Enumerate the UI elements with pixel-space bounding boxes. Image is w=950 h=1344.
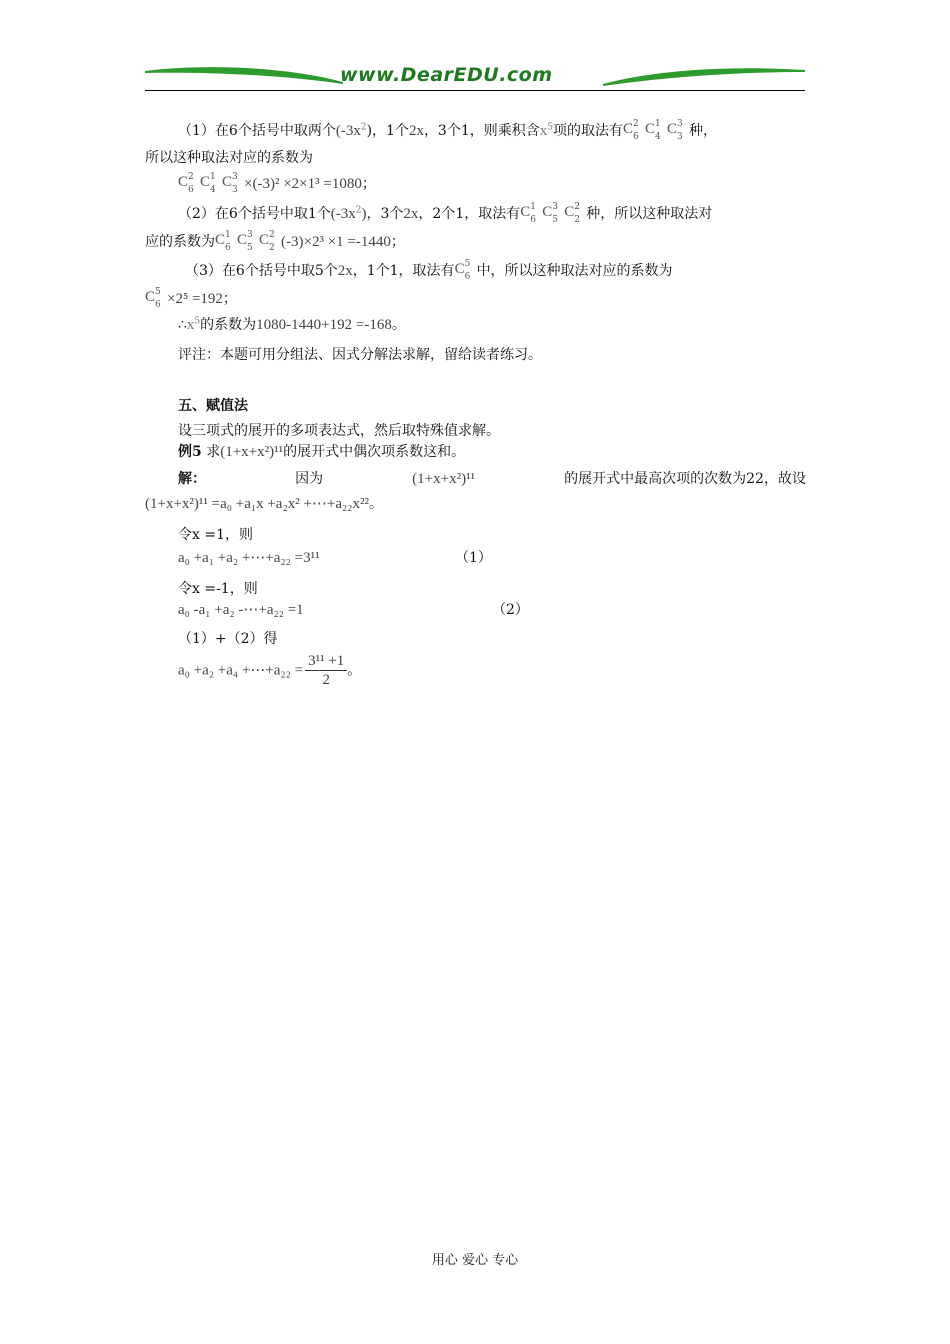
let-x-neg1: 令x =-1，则 — [178, 581, 258, 597]
site-logo-text: www.DearEDU.com — [340, 64, 553, 86]
left-swoosh — [145, 67, 343, 84]
equation-1-tag: （1） — [455, 550, 492, 566]
comment: 评注：本题可用分组法、因式分解法求解，留给读者练习。 — [178, 347, 542, 363]
p3-calc: C 5 6 ×2⁵ =192； — [145, 287, 237, 310]
p2-line1: （2）在6个括号中取1个$(-3x^2)$，3个2x，2个1，取法有 C 1 6 C 3 5 C 2 2 种，所以这种取法对 — [178, 202, 713, 225]
combine-line: （1）+（2）得 — [178, 631, 278, 647]
equation-1: a₀ +a₁ +a₂ +⋯+a₂₂ =3¹¹ — [178, 550, 320, 566]
section-intro: 设三项式的展开的多项表达式，然后取特殊值求解。 — [178, 423, 500, 439]
page-footer: 用心 爱心 专心 — [431, 1253, 519, 1268]
equation-3: a₀ +a₂ +a₄ +⋯+a₂₂ = $\frac{\text{3¹¹ +1}}{2}$ 。 — [178, 653, 362, 688]
right-swoosh — [603, 68, 805, 86]
example-5: 例5 求(1+x+x²)¹¹的展开式中偶次项系数这和。 — [178, 444, 466, 460]
solution-line1: 解： 因为 (1+x+x²)¹¹ 的展开式中最高次项的次数为22，故设 — [178, 471, 806, 487]
header-rule — [145, 90, 805, 91]
p3-line1: （3）在6个括号中取5个2x，1个1，取法有 C 5 6 中，所以这种取法对应的系数为 — [185, 259, 673, 282]
p2-line2: 应的系数为 C 1 6 C 3 5 C 2 2 (-3)×2³ ×1 =-1440； — [145, 230, 405, 253]
p1-line2: 所以这种取法对应的系数为 — [145, 150, 313, 166]
let-x-1: 令x =1，则 — [178, 527, 253, 543]
equation-2: a₀ -a₁ +a₂ -⋯+a₂₂ =1 — [178, 602, 304, 618]
section-title: 五、赋值法 — [178, 398, 248, 414]
therefore-line: $\therefore x^5$的系数为1080-1440+192 =-168。 — [178, 316, 406, 333]
equation-2-tag: （2） — [492, 602, 529, 618]
p1-calc: C 2 6 C 1 4 C 3 3 ×(-3)² ×2×1³ =1080； — [178, 172, 376, 195]
fraction: $\frac{\text{3¹¹ +1}}{2}$ — [305, 652, 347, 689]
solution-expansion: (1+x+x²)¹¹ =a₀ +a₁x +a₂x² +⋯+a₂₂x²²。 — [145, 496, 383, 512]
p1-line1: （1）在6个括号中取两个$(-3x^2)$，1个2x，3个1，则乘积含$x^5$项的取法有 C 2 6 C 1 4 C 3 3 种， — [178, 119, 717, 142]
